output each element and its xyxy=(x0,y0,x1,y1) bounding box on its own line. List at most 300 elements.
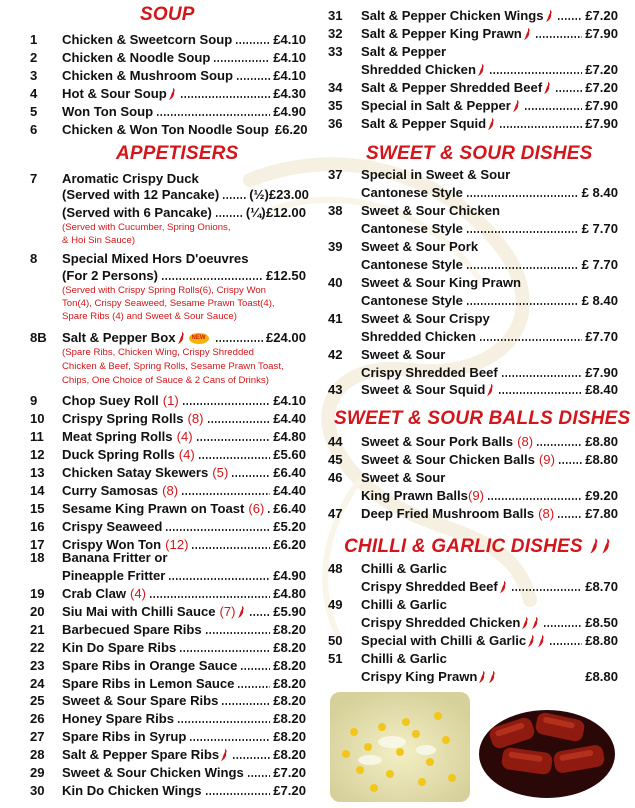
item-price: £7.20 xyxy=(273,765,306,780)
leader-dots xyxy=(536,444,582,446)
sweet-sour-heading: SWEET & SOUR DISHES xyxy=(366,143,593,164)
sweet-sour-balls-heading: SWEET & SOUR BALLS DISHES xyxy=(334,408,631,429)
item-name: Sweet & Sour Crispy xyxy=(361,311,490,326)
item-name: Spare Ribs in Lemon Sauce xyxy=(62,675,235,691)
item-price: £6.40 xyxy=(273,465,306,480)
item-name: Spare Ribs in Orange Sauce xyxy=(62,657,238,673)
chili-icon xyxy=(167,85,177,103)
item-number: 11 xyxy=(30,429,44,444)
item-quantity: (9) xyxy=(467,488,484,503)
menu-item xyxy=(328,381,618,399)
leader-dots xyxy=(165,529,270,531)
item-price: £4.30 xyxy=(273,86,306,101)
item-name: Salt & Pepper Shredded Beef xyxy=(361,80,543,95)
menu-item xyxy=(328,346,618,364)
item-quantity: (8) xyxy=(517,434,534,449)
menu-item xyxy=(328,97,618,115)
item-name: Special in Sweet & Sour xyxy=(361,167,511,182)
menu-item xyxy=(328,505,618,523)
leader-dots xyxy=(207,421,271,423)
menu-item-variant xyxy=(361,292,618,310)
chili-icon xyxy=(530,614,540,632)
menu-item xyxy=(30,549,306,567)
item-number: 26 xyxy=(30,711,45,727)
menu-item xyxy=(328,451,618,469)
item-price: £8.40 xyxy=(585,382,618,397)
soup-heading: SOUP xyxy=(140,4,195,25)
menu-item-variant xyxy=(361,668,618,686)
item-price: £7.90 xyxy=(585,26,618,41)
item-quantity: (1) xyxy=(162,393,179,408)
menu-item xyxy=(30,250,306,268)
menu-item xyxy=(30,639,306,657)
item-name: Salt & Pepper King Prawn xyxy=(361,26,522,41)
menu-item xyxy=(328,166,618,184)
leader-dots xyxy=(240,668,270,670)
leader-dots xyxy=(237,686,270,688)
menu-item-variant xyxy=(361,256,618,274)
item-number: 17 xyxy=(30,537,45,552)
menu-item-variant xyxy=(361,614,618,632)
menu-item xyxy=(30,103,306,121)
item-name: Special in Salt & Pepper xyxy=(361,98,511,113)
leader-dots xyxy=(196,439,271,441)
item-price: £7.90 xyxy=(585,116,618,131)
item-name: Crispy Spring Rolls xyxy=(62,411,184,426)
menu-item xyxy=(30,728,306,746)
item-name: Crispy Shredded Beef xyxy=(361,365,498,380)
item-price: £6.40 xyxy=(273,501,306,516)
appetisers-heading: APPETISERS xyxy=(116,143,239,164)
leader-dots xyxy=(466,231,579,233)
leader-dots xyxy=(180,96,270,98)
item-number: 39 xyxy=(328,239,343,254)
item-number: 47 xyxy=(328,506,343,521)
item-price: £4.10 xyxy=(273,32,306,47)
item-number: 45 xyxy=(328,452,343,467)
item-quantity: (4) xyxy=(176,429,193,444)
menu-item xyxy=(30,500,306,518)
leader-dots xyxy=(213,60,270,62)
item-name: Sweet & Sour xyxy=(361,347,446,362)
item-number: 12 xyxy=(30,447,45,462)
leader-dots xyxy=(177,721,270,723)
item-number: 32 xyxy=(328,26,343,41)
item-price: £7.20 xyxy=(585,62,618,77)
item-price: £8.20 xyxy=(273,621,306,637)
soup-photo-art xyxy=(330,692,470,802)
menu-item xyxy=(30,657,306,675)
item-name: Crispy Seaweed xyxy=(62,519,163,534)
portion: (½) xyxy=(249,187,269,202)
item-number: 6 xyxy=(30,122,38,137)
item-number: 16 xyxy=(30,519,45,534)
leader-dots xyxy=(181,493,270,495)
leader-dots xyxy=(543,625,582,627)
item-number: 4 xyxy=(30,86,38,101)
item-note: (Served with Crispy Spring Rolls(6), Crispy Won xyxy=(62,285,267,296)
item-name: Kin Do Chicken Wings xyxy=(62,782,202,798)
item-price: £8.80 xyxy=(585,452,618,467)
item-number: 27 xyxy=(30,729,45,745)
leader-dots xyxy=(499,126,582,128)
item-price: £ 8.40 xyxy=(581,293,618,308)
item-number: 51 xyxy=(328,651,343,666)
leader-dots xyxy=(232,757,270,759)
spare-ribs-photo xyxy=(476,692,618,802)
item-price: £8.20 xyxy=(273,639,306,655)
item-number: 48 xyxy=(328,561,343,576)
leader-dots xyxy=(511,589,582,591)
item-price: £4.90 xyxy=(273,568,306,583)
item-price: £12.50 xyxy=(265,268,306,283)
item-price: £7.20 xyxy=(273,782,306,798)
item-number: 28 xyxy=(30,747,45,763)
item-price: £ 8.40 xyxy=(581,185,618,200)
item-name: Crispy Shredded Beef xyxy=(361,579,498,594)
menu-item-variant xyxy=(62,186,309,204)
item-quantity: (12) xyxy=(165,537,189,552)
leader-dots xyxy=(149,596,270,598)
leader-dots xyxy=(466,303,579,305)
item-number: 18 xyxy=(30,550,45,565)
chili-icon xyxy=(522,25,532,43)
item-name: Salt & Pepper Spare Ribs xyxy=(62,747,220,763)
menu-item xyxy=(30,446,306,464)
item-number: 29 xyxy=(30,765,45,780)
menu-item-variant xyxy=(62,567,306,585)
item-quantity: (8) xyxy=(162,483,179,498)
leader-dots xyxy=(205,793,271,795)
menu-item-variant xyxy=(361,487,618,505)
item-note: (Served with Cucumber, Spring Onions, xyxy=(62,222,231,233)
menu-item xyxy=(328,79,618,97)
variant-label: (Served with 6 Pancake) xyxy=(62,205,212,220)
item-number: 15 xyxy=(30,501,45,516)
menu-item xyxy=(30,49,306,67)
leader-dots xyxy=(215,215,243,217)
chili-icon xyxy=(488,671,496,683)
leader-dots xyxy=(221,703,270,705)
item-number: 2 xyxy=(30,50,38,65)
item-price: £ 7.70 xyxy=(581,221,618,236)
chili-icon xyxy=(542,79,552,97)
item-name: Sweet & Sour Chicken xyxy=(361,203,500,218)
item-name: Salt & Pepper Chicken Wings xyxy=(361,8,544,23)
menu-item xyxy=(30,482,306,500)
leader-dots xyxy=(231,475,270,477)
chili-icon xyxy=(486,384,494,396)
menu-item xyxy=(328,632,618,650)
leader-dots xyxy=(498,392,582,394)
chilli-garlic-heading xyxy=(344,536,612,558)
menu-item xyxy=(328,43,618,61)
item-name: Chicken & Sweetcorn Soup xyxy=(62,32,233,47)
item-price: £ 7.70 xyxy=(581,257,618,272)
item-name: Chicken & Mushroom Soup xyxy=(62,68,233,83)
chili-icon xyxy=(537,635,545,647)
leader-dots xyxy=(267,511,270,513)
item-name: Crab Claw xyxy=(62,586,127,601)
item-price: £5.60 xyxy=(273,447,306,462)
leader-dots xyxy=(236,78,270,80)
menu-item xyxy=(30,31,306,49)
item-price: £8.20 xyxy=(273,729,306,745)
item-price: £8.20 xyxy=(273,711,306,727)
chili-icon xyxy=(527,635,535,647)
chilli-garlic-heading-text: CHILLI & GARLIC DISHES xyxy=(344,536,583,557)
leader-dots xyxy=(235,42,270,44)
item-number: 30 xyxy=(30,782,45,798)
item-quantity: (5) xyxy=(212,465,229,480)
soup-photo xyxy=(330,692,470,802)
item-name: Sweet & Sour Chicken Balls xyxy=(361,452,535,467)
leader-dots xyxy=(168,578,270,580)
item-name: Honey Spare Ribs xyxy=(62,711,175,727)
menu-item xyxy=(30,85,306,103)
item-name: Chicken Satay Skewers xyxy=(62,465,209,480)
item-name: Crispy Shredded Chicken xyxy=(361,615,521,630)
menu-item xyxy=(30,410,306,428)
item-name: Sweet & Sour Spare Ribs xyxy=(62,693,219,709)
item-number: 19 xyxy=(30,586,45,601)
chili-icon xyxy=(478,671,486,683)
leader-dots xyxy=(156,114,270,116)
item-price: £5.20 xyxy=(273,519,306,534)
item-name: Hot & Sour Soup xyxy=(62,86,167,101)
item-number: 37 xyxy=(328,167,343,182)
item-price: £5.90 xyxy=(273,603,306,619)
item-number: 22 xyxy=(30,639,45,655)
item-number: 34 xyxy=(328,80,343,95)
menu-item xyxy=(328,115,618,133)
item-name: Crispy Won Ton xyxy=(62,537,162,552)
item-number: 38 xyxy=(328,203,343,218)
item-name: Curry Samosas xyxy=(62,483,159,498)
item-number: 49 xyxy=(328,597,343,612)
item-name: Sweet & Sour King Prawn xyxy=(361,275,522,290)
item-name: Sweet & Sour Chicken Wings xyxy=(62,765,244,780)
menu-item-variant xyxy=(361,184,618,202)
leader-dots xyxy=(179,650,270,652)
spare-ribs-photo-art xyxy=(476,692,618,802)
item-name: Meat Spring Rolls xyxy=(62,429,173,444)
item-number: 33 xyxy=(328,44,343,59)
item-price: £4.40 xyxy=(273,411,306,426)
item-name: Sweet & Sour Pork xyxy=(361,239,479,254)
item-name: Pineapple Fritter xyxy=(62,568,166,583)
chili-icon xyxy=(219,746,229,764)
item-note: Chips, One Choice of Sauce & 2 Cans of Drinks) xyxy=(62,375,269,386)
item-number: 5 xyxy=(30,104,38,119)
item-name: Won Ton Soup xyxy=(62,104,154,119)
leader-dots xyxy=(466,267,579,269)
item-price: £8.80 xyxy=(585,633,618,648)
menu-item-variant xyxy=(361,364,618,382)
item-number: 44 xyxy=(328,434,343,449)
menu-item-variant xyxy=(361,328,618,346)
variant-label: (Served with 12 Pancake) xyxy=(62,187,220,202)
menu-item-variant xyxy=(62,204,306,222)
menu-item xyxy=(30,121,306,139)
item-number: 46 xyxy=(328,470,343,485)
item-quantity: (9) xyxy=(538,452,555,467)
menu-item xyxy=(328,596,618,614)
item-name: Salt & Pepper Squid xyxy=(361,116,487,131)
item-quantity: (4) xyxy=(178,447,195,462)
leader-dots xyxy=(535,36,582,38)
leader-dots xyxy=(557,516,582,518)
item-name: Special Mixed Hors D'oeuvres xyxy=(62,251,249,266)
item-quantity: (6) xyxy=(248,501,265,516)
menu-item xyxy=(328,469,618,487)
item-number: 3 xyxy=(30,68,38,83)
leader-dots xyxy=(558,462,582,464)
item-name: King Prawn Balls xyxy=(361,488,468,503)
item-price: £8.20 xyxy=(273,747,306,763)
leader-dots xyxy=(161,278,263,280)
menu-item-variant xyxy=(361,220,618,238)
item-price: £8.80 xyxy=(585,669,618,684)
item-price: £8.80 xyxy=(585,434,618,449)
item-price: £6.20 xyxy=(273,537,306,552)
menu-item xyxy=(30,710,306,728)
item-price: £8.20 xyxy=(273,675,306,691)
menu-item xyxy=(328,25,618,43)
leader-dots xyxy=(189,739,270,741)
item-price: £8.20 xyxy=(273,657,306,673)
item-name: Shredded Chicken xyxy=(361,62,476,77)
item-price: £8.50 xyxy=(585,615,618,630)
item-name: Cantonese Style xyxy=(361,257,463,272)
item-number: 7 xyxy=(30,171,38,186)
item-price: £4.80 xyxy=(273,586,306,601)
item-name: Salt & Pepper xyxy=(361,44,447,59)
item-number: 8 xyxy=(30,251,38,266)
chili-icon xyxy=(520,614,530,632)
item-number: 31 xyxy=(328,8,343,23)
menu-item xyxy=(30,67,306,85)
item-number: 24 xyxy=(30,675,45,691)
item-name: Deep Fried Mushroom Balls xyxy=(361,506,535,521)
menu-item xyxy=(30,518,306,536)
item-price: £7.90 xyxy=(585,365,618,380)
item-name: Sweet & Sour Pork Balls xyxy=(361,434,514,449)
chili-icon xyxy=(544,7,554,25)
item-name: Barbecued Spare Ribs xyxy=(62,621,202,637)
item-price: £7.20 xyxy=(585,80,618,95)
item-number: 20 xyxy=(30,603,45,619)
menu-item xyxy=(30,746,306,764)
item-price: £7.90 xyxy=(585,98,618,113)
item-number: 9 xyxy=(30,393,38,408)
menu-item xyxy=(328,433,618,451)
menu-item xyxy=(30,428,306,446)
item-price: £4.10 xyxy=(273,68,306,83)
menu-item-variant xyxy=(361,578,618,596)
item-number: 40 xyxy=(328,275,343,290)
menu-item xyxy=(328,274,618,292)
item-price: £6.20 xyxy=(274,122,308,137)
item-note: (Spare Ribs, Chicken Wing, Crispy Shredded xyxy=(62,347,254,358)
item-name: Chilli & Garlic xyxy=(361,561,447,576)
menu-item xyxy=(328,310,618,328)
item-price: £7.80 xyxy=(585,506,618,521)
item-price: £23.00 xyxy=(268,187,309,202)
item-price: £4.10 xyxy=(273,50,306,65)
item-number: 21 xyxy=(30,621,45,637)
leader-dots xyxy=(489,72,582,74)
chili-icon xyxy=(589,538,599,554)
leader-dots xyxy=(215,340,263,342)
item-price: £7.20 xyxy=(585,8,618,23)
item-quantity: (8) xyxy=(538,506,555,521)
item-name: Shredded Chicken xyxy=(361,329,476,344)
item-name: Spare Ribs in Syrup xyxy=(62,729,187,745)
item-name: Kin Do Spare Ribs xyxy=(62,639,177,655)
chili-icon xyxy=(477,64,485,76)
leader-dots xyxy=(249,614,271,616)
item-number: 50 xyxy=(328,633,343,648)
item-number: 14 xyxy=(30,483,45,498)
menu-item xyxy=(30,329,306,347)
item-number: 36 xyxy=(328,116,343,131)
leader-dots xyxy=(549,643,582,645)
item-name: Duck Spring Rolls xyxy=(62,447,175,462)
leader-dots xyxy=(487,498,582,500)
chili-icon xyxy=(177,332,185,344)
item-number: 35 xyxy=(328,98,343,113)
item-name: Cantonese Style xyxy=(361,221,463,236)
new-badge: NEW xyxy=(189,333,209,344)
item-number: 8B xyxy=(30,330,47,345)
menu-item xyxy=(328,238,618,256)
item-name: Cantonese Style xyxy=(361,185,463,200)
leader-dots xyxy=(479,339,582,341)
item-number: 1 xyxy=(30,32,38,47)
menu-item xyxy=(30,692,306,710)
item-quantity: (7) xyxy=(219,603,236,619)
menu-item xyxy=(328,650,618,668)
item-name: Salt & Pepper Box xyxy=(62,330,176,345)
menu-item xyxy=(328,202,618,220)
menu-item xyxy=(30,464,306,482)
item-note: & Hoi Sin Sauce) xyxy=(62,235,136,246)
leader-dots xyxy=(205,632,271,634)
item-price: £8.20 xyxy=(273,693,306,709)
variant-label: (For 2 Persons) xyxy=(62,268,159,283)
item-name: Sesame King Prawn on Toast xyxy=(62,501,245,516)
item-number: 42 xyxy=(328,347,343,362)
leader-dots xyxy=(555,90,582,92)
item-name: Chilli & Garlic xyxy=(361,651,447,666)
menu-item xyxy=(30,782,306,800)
menu-item xyxy=(30,392,306,410)
item-number: 41 xyxy=(328,311,343,326)
menu-item xyxy=(328,7,618,25)
item-number: 13 xyxy=(30,465,45,480)
item-quantity: (8) xyxy=(187,411,204,426)
item-name: Chicken & Won Ton Noodle Soup xyxy=(62,122,269,137)
leader-dots xyxy=(524,108,582,110)
chili-icon xyxy=(511,97,521,115)
leader-dots xyxy=(182,403,270,405)
item-note: Chicken & Beef, Spring Rolls, Sesame Prawn Toast, xyxy=(62,361,284,372)
item-number: 25 xyxy=(30,693,45,709)
menu-item xyxy=(30,585,306,603)
chili-icon xyxy=(498,578,508,596)
item-name: Sweet & Sour xyxy=(361,470,446,485)
